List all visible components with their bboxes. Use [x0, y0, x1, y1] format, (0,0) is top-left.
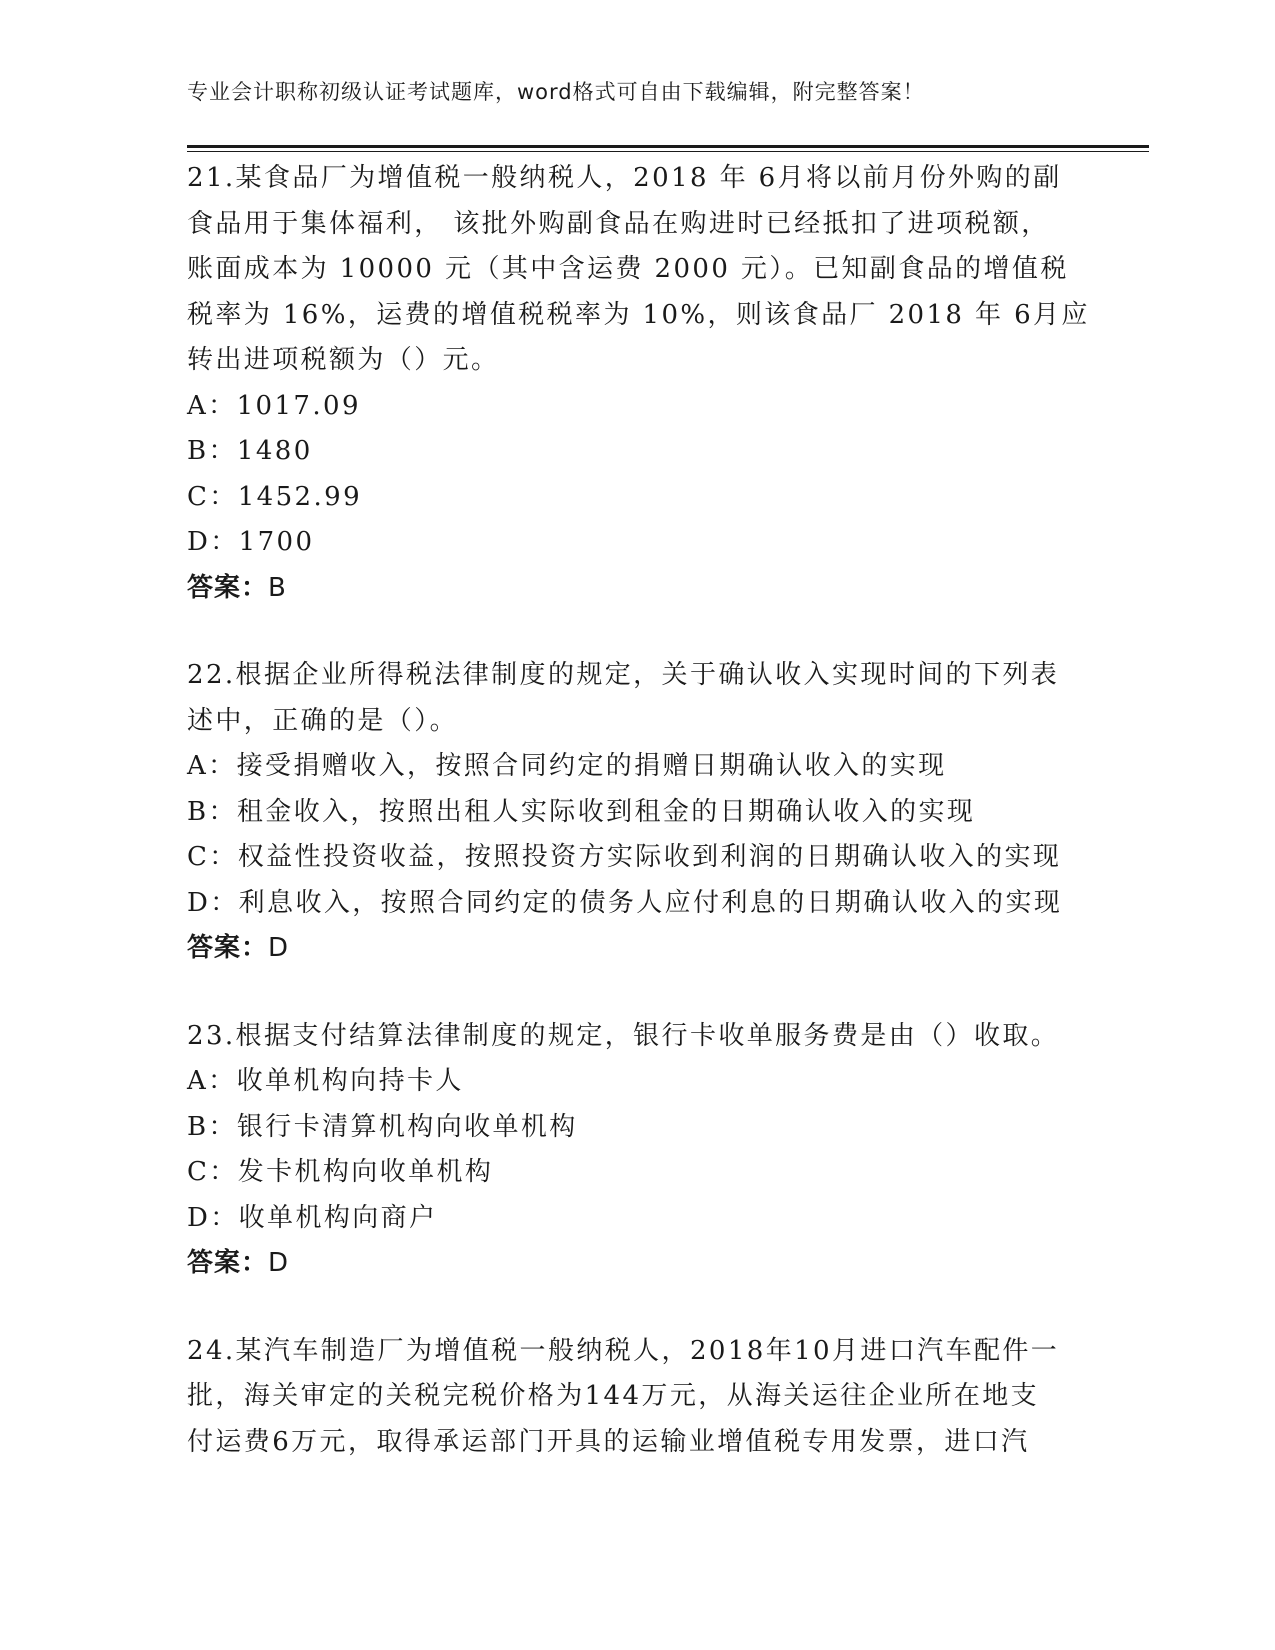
question-option: A：收单机构向持卡人 — [187, 1066, 464, 1096]
question-spacer — [187, 611, 1087, 653]
question-stem-line: 24.某汽车制造厂为增值税一般纳税人，2018年10月进口汽车配件一 — [187, 1335, 1060, 1366]
question-option: D：1700 — [187, 527, 315, 557]
question-option: C：发卡机构向收单机构 — [187, 1157, 494, 1187]
question-stem-line: 22.根据企业所得税法律制度的规定，关于确认收入实现时间的下列表 — [187, 660, 1060, 690]
question-list — [187, 156, 1090, 1465]
header-divider-thin — [187, 151, 1149, 152]
question-option: C：1452.99 — [187, 481, 363, 512]
question-stem-line: 批，海关审定的关税完税价格为144万元，从海关运往企业所在地支 — [187, 1381, 1040, 1411]
answer-label: 答案： — [187, 933, 269, 963]
question-stem-line: 23.根据支付结算法律制度的规定，银行卡收单服务费是由（）收取。 — [187, 1020, 1060, 1051]
question-spacer — [187, 972, 1087, 1014]
question-option: A：接受捐赠收入，按照合同约定的捐赠日期确认收入的实现 — [187, 751, 947, 781]
answer-value: B — [268, 572, 287, 603]
answer-value: D — [268, 1248, 290, 1278]
question-stem-line: 21.某食品厂为增值税一般纳税人，2018 年 6月将以前月份外购的副 — [187, 163, 1062, 193]
question-stem-line: 付运费6万元，取得承运部门开具的运输业增值税专用发票，进口汽 — [187, 1426, 1030, 1457]
page-header: 专业会计职称初级认证考试题库，word格式可自由下载编辑，附完整答案！ — [187, 80, 925, 104]
question-answer — [187, 1241, 1087, 1287]
question-answer — [187, 926, 1087, 972]
question-block — [187, 653, 1087, 972]
question-stem-line: 述中，正确的是（）。 — [187, 705, 459, 736]
answer-label: 答案： — [187, 572, 269, 603]
question-answer — [187, 566, 1087, 612]
question-option: B：1480 — [187, 436, 313, 466]
question-option: D：收单机构向商户 — [187, 1202, 438, 1233]
question-option: A：1017.09 — [187, 390, 361, 421]
question-stem-line: 转出进项税额为（）元。 — [187, 345, 500, 375]
question-block — [187, 1329, 1087, 1466]
answer-label: 答案： — [187, 1248, 269, 1278]
question-block — [187, 156, 1090, 611]
question-block — [187, 1014, 1087, 1287]
question-stem-line: 食品用于集体福利， 该批外购副食品在购进时已经抵扣了进项税额， — [187, 208, 1050, 239]
header-divider-thick — [187, 145, 1149, 148]
question-stem-line: 税率为 16%，运费的增值税税率为 10%，则该食品厂 2018 年 6月应 — [187, 299, 1090, 330]
question-option: D：利息收入，按照合同约定的债务人应付利息的日期确认收入的实现 — [187, 887, 1063, 918]
question-option: B：租金收入，按照出租人实际收到租金的日期确认收入的实现 — [187, 796, 976, 827]
question-stem-line: 账面成本为 10000 元（其中含运费 2000 元）。已知副食品的增值税 — [187, 254, 1069, 284]
question-option: C：权益性投资收益，按照投资方实际收到利润的日期确认收入的实现 — [187, 842, 1062, 872]
question-spacer — [187, 1287, 1087, 1329]
question-option: B：银行卡清算机构向收单机构 — [187, 1111, 578, 1142]
answer-value: D — [268, 933, 290, 963]
